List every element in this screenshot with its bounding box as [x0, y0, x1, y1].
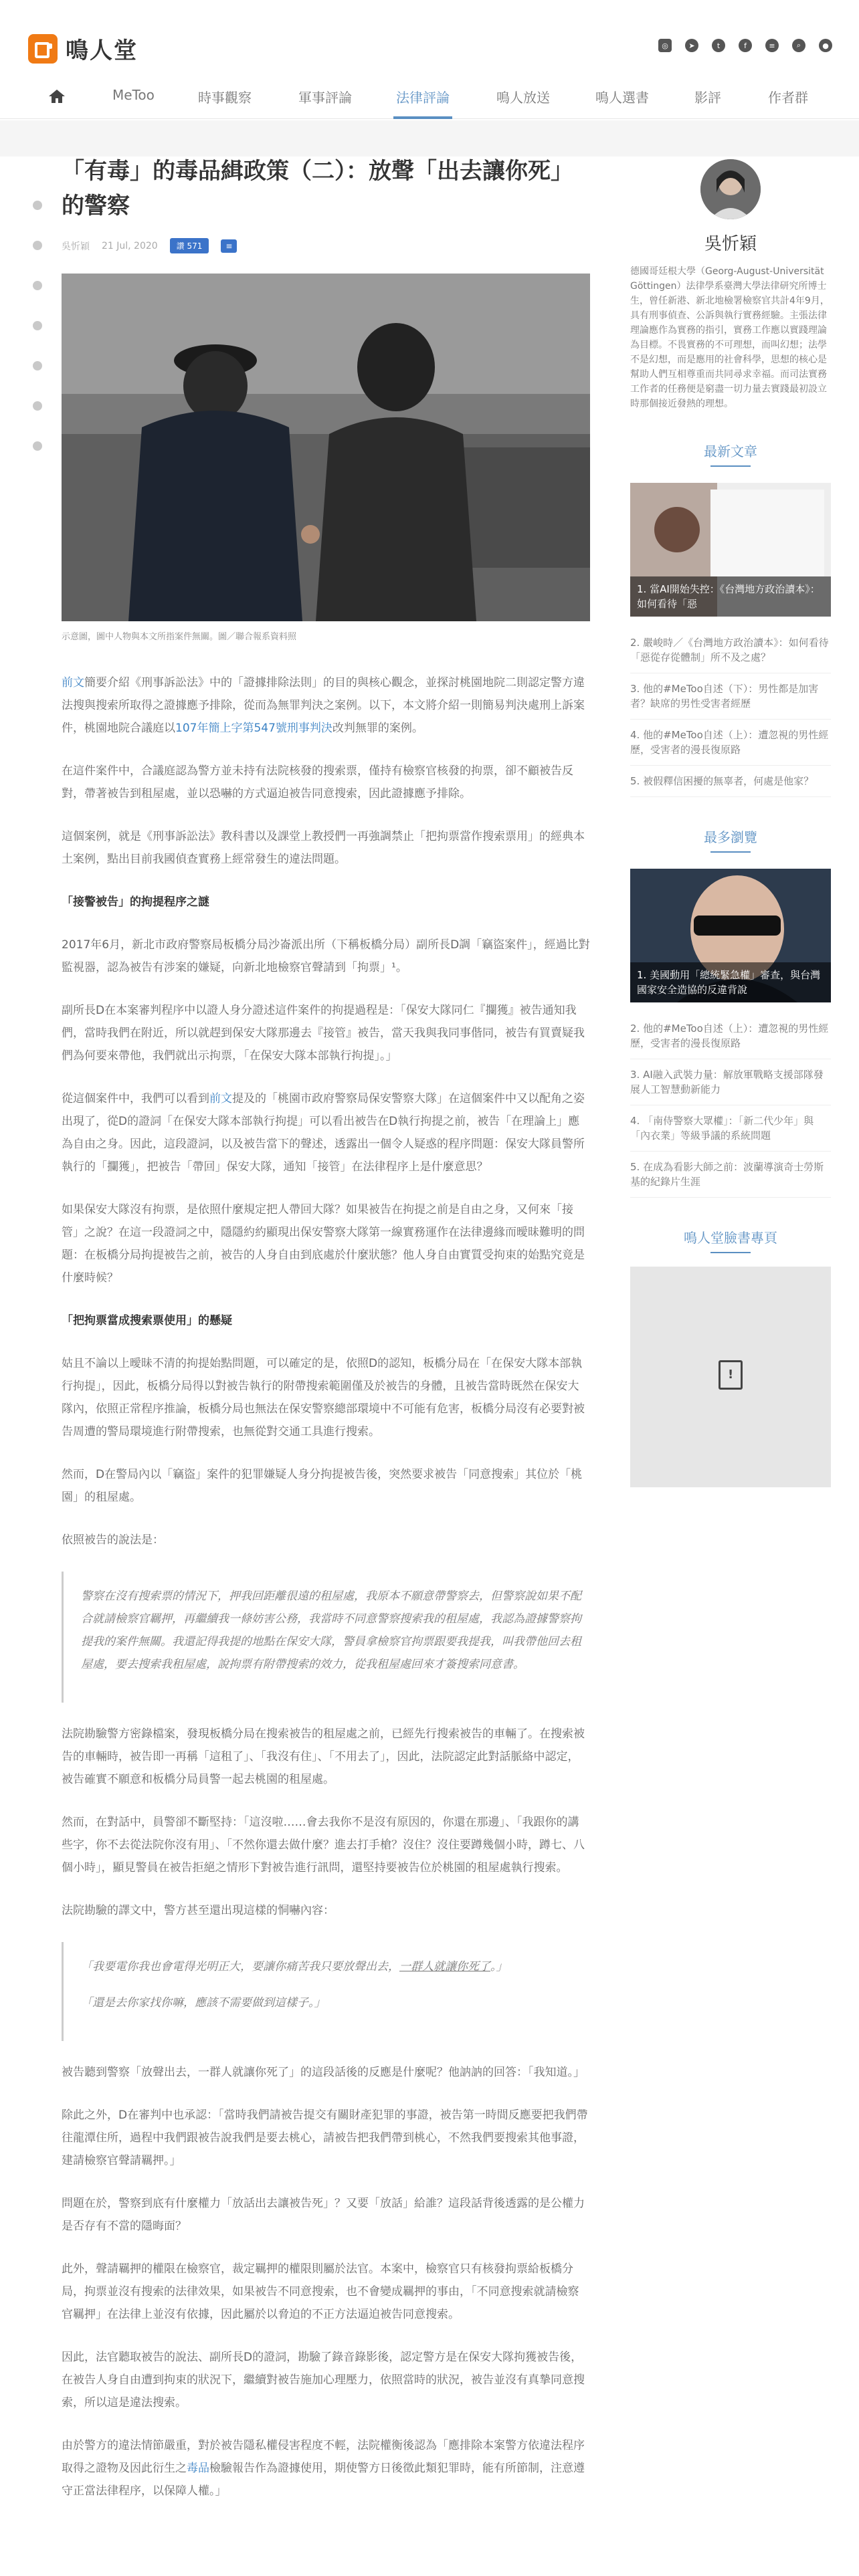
menu-icon[interactable]: ≡	[765, 39, 779, 52]
quote-text: 「我要電你我也會電得光明正大，要讓你痛苦我只要放聲出去，一群人就讓你死了。」	[81, 1960, 508, 1973]
paragraph: 前文簡要介紹《刑事訴訟法》中的「證據排除法則」的目的與核心觀念，並探討桃園地院二則認定警方違法搜與搜索所取得之證據應予排除，從而為無罪判決之案例。以下，本文將介紹一則簡易判決處刑上訴案件，桃園地院合議庭以107年簡上字第547號刑事判決改判無罪的案例。	[62, 676, 585, 735]
facebook-page-title: 鳴人堂臉書專頁	[630, 1227, 831, 1253]
header-icons	[658, 39, 832, 52]
paragraph: 除此之外，D在審判中也承認：「當時我們請被告提交有關財產犯罪的事證，被告第一時間反應要把我們帶往龍潭住所，過程中我們跟被告說我們是要去桃心，請被告把我們帶到桃心，不然我們要搜索其他事證，建請檢察官聲請羈押。」	[62, 2109, 588, 2167]
paragraph: 法院勘驗的譯文中，警方甚至還出現這樣的恫嚇內容：	[62, 1904, 335, 1917]
article-body	[62, 671, 590, 2502]
paragraph: 2017年6月，新北市政府警察局板橋分局沙崙派出所（下稱板橋分局）副所長D調「竊盜案件」，經過比對監視器，認為被告有涉案的嫌疑，向新北地檢察官聲請到「拘票」¹。	[62, 938, 590, 974]
popular-title: 最多瀏覽	[630, 827, 831, 853]
author-avatar[interactable]	[700, 159, 761, 219]
image-caption: 示意圖，圖中人物與本文所指案件無關。圖／聯合報系資料照	[62, 632, 297, 642]
list-item[interactable]: 4. 「南侍警察大眾權」：「新二代少年」與「內衣業」等級爭議的系統問題	[630, 1105, 831, 1152]
inline-link[interactable]: 107年簡上字第547號刑事判決	[175, 722, 332, 735]
paragraph: 如果保安大隊沒有拘票，是依照什麼規定把人帶回大隊？如果被告在拘提之前是自由之身，又何來「接管」之說？在這一段證詞之中，隱隱約約顯現出保安警察大隊第一線實務運作在法律邊緣而曖昧難明的問題：在板橋分局拘提被告之前，被告的人身自由到底處於什麼狀態？他人身自由實質受拘束的始點究竟是什麼時候？	[62, 1203, 585, 1285]
quote-text: 警察在沒有搜索票的情況下，押我回距離很遠的租屋處，我原本不願意帶警察去，但警察說如果不配合就請檢察官羈押，再繼續我一條妨害公務，我當時不同意警察搜索我的租屋處，我認為證據警察拘提我的案件無關。我還記得我提的地點在保安大隊，警員拿檢察官拘票跟要我提我，叫我帶他回去租屋處，要去搜索我租屋處，說拘票有附帶搜索的效力，從我租屋處回來才簽搜索同意書。	[81, 1590, 581, 1671]
latest-title: 最新文章	[630, 441, 831, 467]
list-item[interactable]: 5. 被假釋信困擾的無辜者，何處是他家？	[630, 766, 831, 797]
author-name[interactable]: 吳忻穎	[704, 234, 757, 254]
facebook-page-embed[interactable]	[630, 1267, 831, 1487]
paragraph: 在這件案件中，合議庭認為警方並未持有法院核發的搜索票，僅持有檢察官核發的拘票，卻不顧被告反對，帶著被告到租屋處，並以恐嚇的方式逼迫被告同意搜索，因此證據應予排除。	[62, 764, 573, 800]
paragraph: 被告聽到警察「放聲出去，一群人就讓你死了」的這段話後的反應是什麼呢？他訥訥的回答：「我知道。」	[62, 2066, 585, 2079]
inline-link[interactable]: 前文	[209, 1092, 232, 1105]
popular-featured[interactable]	[630, 869, 831, 1002]
list-item[interactable]: 3. AI融入武裝力量：解放軍戰略支援部隊發展人工智慧動新能力	[630, 1059, 831, 1105]
nav-item-metoo[interactable]: MeToo	[112, 87, 155, 103]
paragraph: 然而，D在警局內以「竊盜」案件的犯罪嫌疑人身分拘提被告後，突然要求被告「同意搜索」其位於「桃園」的租屋處。	[62, 1468, 583, 1504]
latest-featured-title: 1. 當AI開始失控：《台灣地方政治讀本》：如何看待「惡	[630, 576, 831, 617]
list-item[interactable]: 5. 在成為看影大師之前：波蘭導演奇士勞斯基的紀錄片生涯	[630, 1152, 831, 1198]
main-nav	[0, 75, 859, 119]
paragraph: 問題在於，警察到底有什麼權力「放話出去讓被告死」？又要「放話」給誰？這段話背後透露的是公權力是否存有不當的隱晦面？	[62, 2197, 585, 2233]
logo-icon	[28, 34, 58, 64]
blockquote	[62, 1942, 590, 2041]
article-title: 「有毒」的毒品緝政策（二）：放聲「出去讓你死」的警察	[62, 158, 573, 219]
paragraph: 這個案例，就是《刑事訴訟法》教科書以及課堂上教授們一再強調禁止「把拘票當作搜索票用」的經典本土案例，點出目前我國偵查實務上經常發生的違法問題。	[62, 830, 585, 866]
paragraph: 從這個案件中，我們可以看到前文提及的「桃園市政府警察局保安警察大隊」在這個案件中又以配角之姿出現了，從D的證詞「在保安大隊本部執行拘提」可以看出被告在D執行拘提之前，被告「在理論上」應為自由之身。因此，這段證詞，以及被告當下的聲述，透露出一個令人疑惑的程序問題：保安大隊員警所執行的「攔獲」，把被告「帶回」保安大隊，通知「接管」在法律程序上是什麼意思？	[62, 1092, 585, 1174]
paragraph: 因此，法官聽取被告的說法、副所長D的證詞，勘驗了錄音錄影後，認定警方是在保安大隊拘獲被告後，在被告人身自由遭到拘束的狀況下，繼續對被告施加心理壓力，依照當時的狀況，被告並沒有真摯同意搜索，所以這是違法搜索。	[62, 2351, 585, 2409]
latest-featured[interactable]	[630, 483, 831, 617]
like-button[interactable]: 讚 571	[170, 238, 209, 253]
list-item[interactable]: 2. 他的#MeToo自述（上）：遭忽視的男性經歷，受害者的漫長復原路	[630, 1013, 831, 1059]
share-messenger-icon[interactable]	[33, 281, 42, 290]
quote-text: 「還是去你家找你嘛，應該不需要做到這樣子。」	[81, 1996, 326, 2010]
home-icon[interactable]	[48, 88, 66, 104]
nav-item-authors[interactable]: 作者群	[768, 90, 808, 106]
side-share-bar	[29, 201, 45, 481]
bookmark-icon[interactable]	[33, 361, 42, 370]
search-icon[interactable]: ⌕	[792, 39, 805, 52]
share-facebook-icon[interactable]	[33, 201, 42, 210]
paragraph: 副所長D在本案審判程序中以證人身分證述這件案件的拘提過程是：「保安大隊同仁『攔獲』被告通知我們，當時我們在附近，所以就趕到保安大隊那邊去『接管』被告，當天我與我同事偕同，被告有買賣疑我們為何要來帶他，我們就出示拘票，「在保安大隊本部執行拘提」。」	[62, 1004, 585, 1063]
list-item[interactable]: 4. 他的#MeToo自述（上）：遭忽視的男性經歷，受害者的漫長復原路	[630, 720, 831, 766]
article	[62, 154, 590, 2523]
popular-featured-title: 1. 美國動用「總統緊急權」審查，與台灣國家安全造協的反違背說	[630, 962, 831, 1002]
paragraph: 此外，聲請羈押的權限在檢察官，裁定羈押的權限則屬於法官。本案中，檢察官只有核發拘票給板橋分局，拘票並沒有搜索的法律效果，如果被告不同意搜索，也不會變成羈押的事由，「不同意搜索就請檢察官羈押」在法律上並沒有依據，因此屬於以脅迫的不正方法逼迫被告同意搜索。	[62, 2262, 579, 2321]
nav-active-indicator	[393, 116, 452, 119]
latest-list	[630, 627, 831, 797]
inline-link[interactable]: 前文	[62, 676, 84, 689]
article-date: 21 Jul, 2020	[102, 240, 158, 251]
article-author[interactable]: 吳忻穎	[62, 241, 90, 252]
popular-list	[630, 1013, 831, 1198]
hero-photo	[62, 274, 590, 621]
article-meta	[62, 238, 590, 253]
facebook-icon[interactable]: f	[739, 39, 752, 52]
paragraph: 姑且不論以上曖昧不清的拘提始點問題，可以確定的是，依照D的認知，板橋分局在「在保安大隊本部執行拘提」，因此，板橋分局得以對被告執行的附帶搜索範圍僅及於被告的身體，且被告當時既然在保安大隊內，依照正常程序推論，板橋分局也無法在保安警察總部環境中不可能有危害，板橋分局沒有必要對被告周遭的警局環境進行附帶搜索，也無從對交通工具進行搜索。	[62, 1357, 585, 1438]
section-heading: 「把拘票當成搜索票使用」的懸疑	[62, 1314, 232, 1327]
list-item[interactable]: 3. 他的#MeToo自述（下）：男性都是加害者？缺席的男性受害者經歷	[630, 673, 831, 720]
author-bio: 德國哥廷根大學（Georg-August-Universität Göttingen）法律學系臺灣大學法律研究所博士生，曾任新港、新北地檢署檢察官共計4年9月，具有刑事偵查、公訴與執行實務經驗。主張法律理論應作為實務的指引，實務工作應以實踐理論為目標。不畏實務的不可理想，而叫幻想；法學不是幻想，而是應用的社會科學，思想的核心是幫助人們互相尊重而共同尋求幸福。而司法實務工作者的任務便是窮盡一切力量去實踐最初設立時那個接近發熱的理想。	[630, 266, 830, 409]
site-name: 鳴人堂	[66, 37, 138, 64]
top-banner	[0, 120, 859, 156]
sidebar	[630, 154, 831, 1487]
paragraph: 然而，在對話中，員警卻不斷堅持：「這沒啦……會去我你不是沒有原因的，你還在那邊」、「我跟你的講些字，你不去從法院你沒有用」、「不然你還去做什麼？進去打手槍？沒住？沒住要蹲幾個小時，蹲七、八個小時」，顯見警員在被告拒絕之情形下對被告進行訊問，還堅持要被告位於桃園的租屋處執行搜索。	[62, 1816, 585, 1874]
list-item[interactable]: 2. 嚴峻時／《台灣地方政治讀本》：如何看待「惡從存從體制」所不及之處？	[630, 627, 831, 673]
paragraph: 由於警方的違法情節嚴重，對於被告隱私權侵害程度不輕，法院權衡後認為「應排除本案警方依違法程序取得之證物及因此衍生之毒品檢驗報告作為證據使用，期使警方日後徵此類犯罪時，能有所節制，注意遵守正當法律程序，以保障人權。」	[62, 2439, 585, 2498]
print-icon[interactable]	[33, 401, 42, 411]
nav-item-current-affairs[interactable]: 時事觀察	[198, 90, 252, 106]
nav-item-film[interactable]: 影評	[694, 90, 721, 106]
broken-doc-icon	[719, 1360, 743, 1390]
nav-item-broadcast[interactable]: 鳴人放送	[496, 90, 550, 106]
inline-link[interactable]: 毒品	[187, 2462, 209, 2475]
hero-image	[62, 274, 590, 621]
nav-item-books[interactable]: 鳴人選書	[595, 90, 649, 106]
share-button[interactable]: ≡	[221, 239, 237, 253]
user-icon[interactable]: ●	[819, 39, 832, 52]
share-line-icon[interactable]	[33, 241, 42, 250]
twitter-icon[interactable]: t	[712, 39, 725, 52]
site-logo[interactable]	[28, 32, 138, 65]
telegram-icon[interactable]: ➤	[685, 39, 698, 52]
paragraph: 依照被告的說法是：	[62, 1533, 164, 1547]
nav-item-law[interactable]: 法律評論	[396, 90, 450, 106]
share-link-icon[interactable]	[33, 321, 42, 330]
paragraph: 法院勘驗警方密錄檔案，發現板橋分局在搜索被告的租屋處之前，已經先行搜索被告的車輛了。在搜索被告的車輛時，被告即一再稱「這租了」、「我沒有住」、「不用去了」，因此，法院認定此對話脈絡中認定，被告確實不願意和板橋分局員警一起去桃園的租屋處。	[62, 1727, 585, 1786]
blockquote	[62, 1572, 590, 1703]
stats-icon[interactable]	[33, 441, 42, 451]
section-heading: 「接警被告」的拘提程序之謎	[62, 895, 209, 909]
nav-item-military[interactable]: 軍事評論	[298, 90, 352, 106]
site-header	[0, 0, 859, 75]
instagram-icon[interactable]: ◎	[658, 39, 672, 52]
